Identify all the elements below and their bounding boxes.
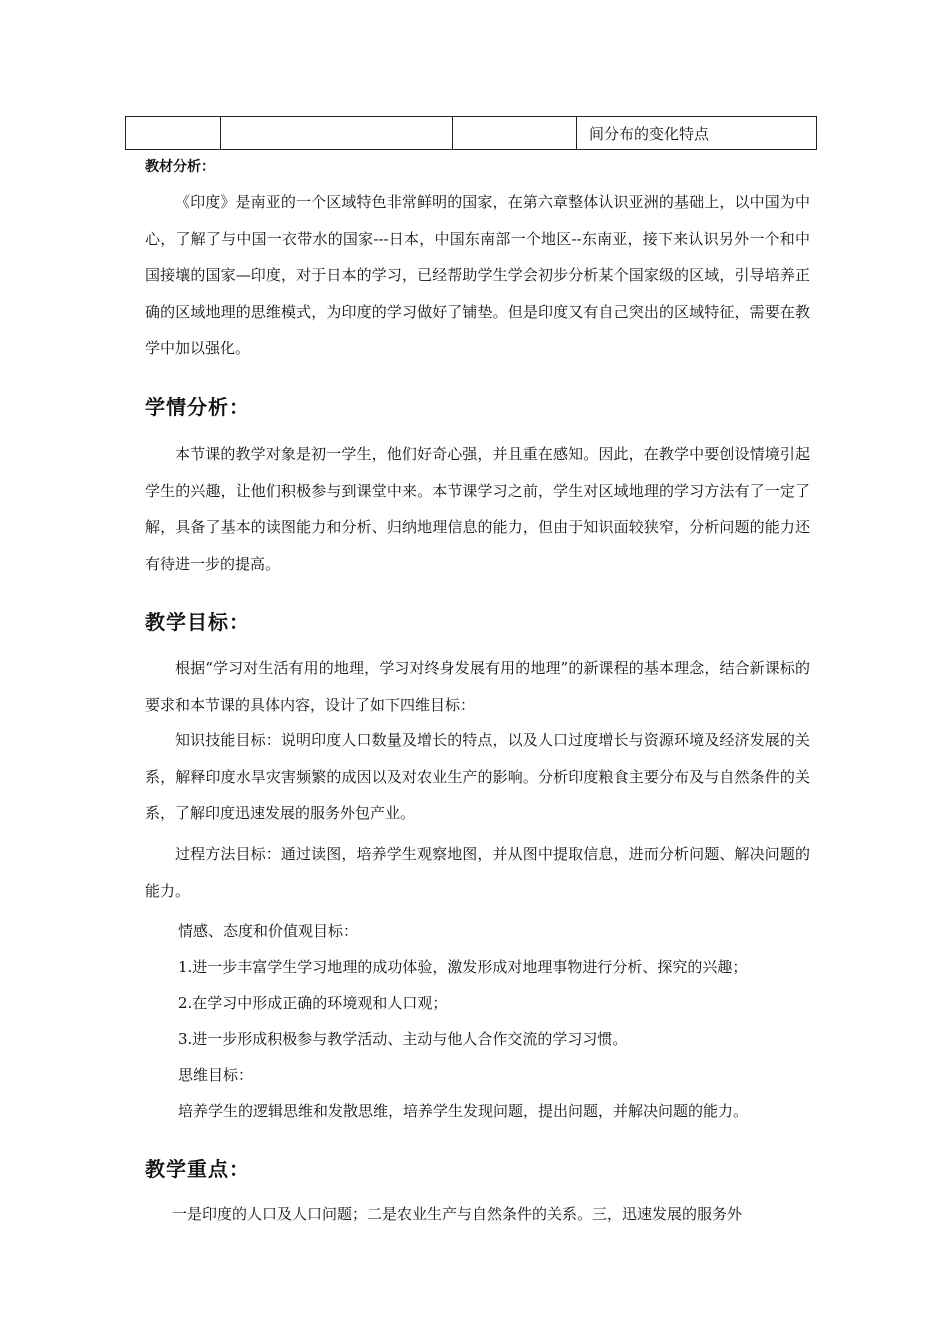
student-analysis-body: 本节课的教学对象是初一学生，他们好奇心强，并且重在感知。因此，在教学中要创设情境引起学生的兴趣，让他们积极参与到课堂中来。本节课学习之前，学生对区域地理的学习方法有了一定了解，具备了基本的读图能力和分析、归纳地理信息的能力，但由于知识面较狭窄，分析问题的能力还有待进一步的提高。 [145,445,810,573]
student-analysis-heading: 学情分析： [145,395,250,419]
teaching-goals-heading: 教学目标： [145,610,250,634]
table-cell [453,117,577,150]
key-points-heading: 教学重点： [145,1157,250,1181]
emotion-goal-item: 1.进一步丰富学生学习地理的成功体验，激发形成对地理事物进行分析、探究的兴趣； [178,958,748,976]
table-cell: 间分布的变化特点 [577,117,817,150]
table-fragment [125,116,817,150]
key-points-body: 一是印度的人口及人口问题；二是农业生产与自然条件的关系。三，迅速发展的服务外 [172,1205,743,1223]
emotion-goal-item: 2.在学习中形成正确的环境观和人口观； [178,994,448,1012]
knowledge-goal: 知识技能目标：说明印度人口数量及增长的特点，以及人口过度增长与资源环境及经济发展的关系，解释印度水旱灾害频繁的成因以及对农业生产的影响。分析印度粮食主要分布及与自然条件的关系，了解印度迅速发展的服务外包产业。 [145,731,810,822]
textbook-analysis-label: 教材分析： [145,159,215,175]
emotion-goal-item: 3.进一步形成积极参与教学活动、主动与他人合作交流的学习习惯。 [178,1030,628,1048]
table-row [126,117,817,150]
thinking-goal-body: 培养学生的逻辑思维和发散思维，培养学生发现问题，提出问题，并解决问题的能力。 [178,1102,749,1120]
table-cell [126,117,221,150]
process-goal: 过程方法目标：通过读图，培养学生观察地图，并从图中提取信息，进而分析问题、解决问题的能力。 [145,845,810,900]
emotion-goal-label: 情感、态度和价值观目标： [178,922,359,940]
textbook-analysis-body: 《印度》是南亚的一个区域特色非常鲜明的国家，在第六章整体认识亚洲的基础上，以中国为中心，了解了与中国一衣带水的国家---日本，中国东南部一个地区--东南亚，接下来认识另外一个和中国接壤的国家—印度，对于日本的学习，已经帮助学生学会初步分析某个国家级的区域，引导培养正确的区域地理的思维模式，为印度的学习做好了铺垫。但是印度又有自己突出的区域特征，需要在教学中加以强化。 [145,193,810,357]
teaching-goals-intro: 根据“学习对生活有用的地理，学习对终身发展有用的地理”的新课程的基本理念，结合新课标的要求和本节课的具体内容，设计了如下四维目标： [145,659,810,714]
thinking-goal-label: 思维目标： [178,1066,254,1084]
table-cell [221,117,453,150]
